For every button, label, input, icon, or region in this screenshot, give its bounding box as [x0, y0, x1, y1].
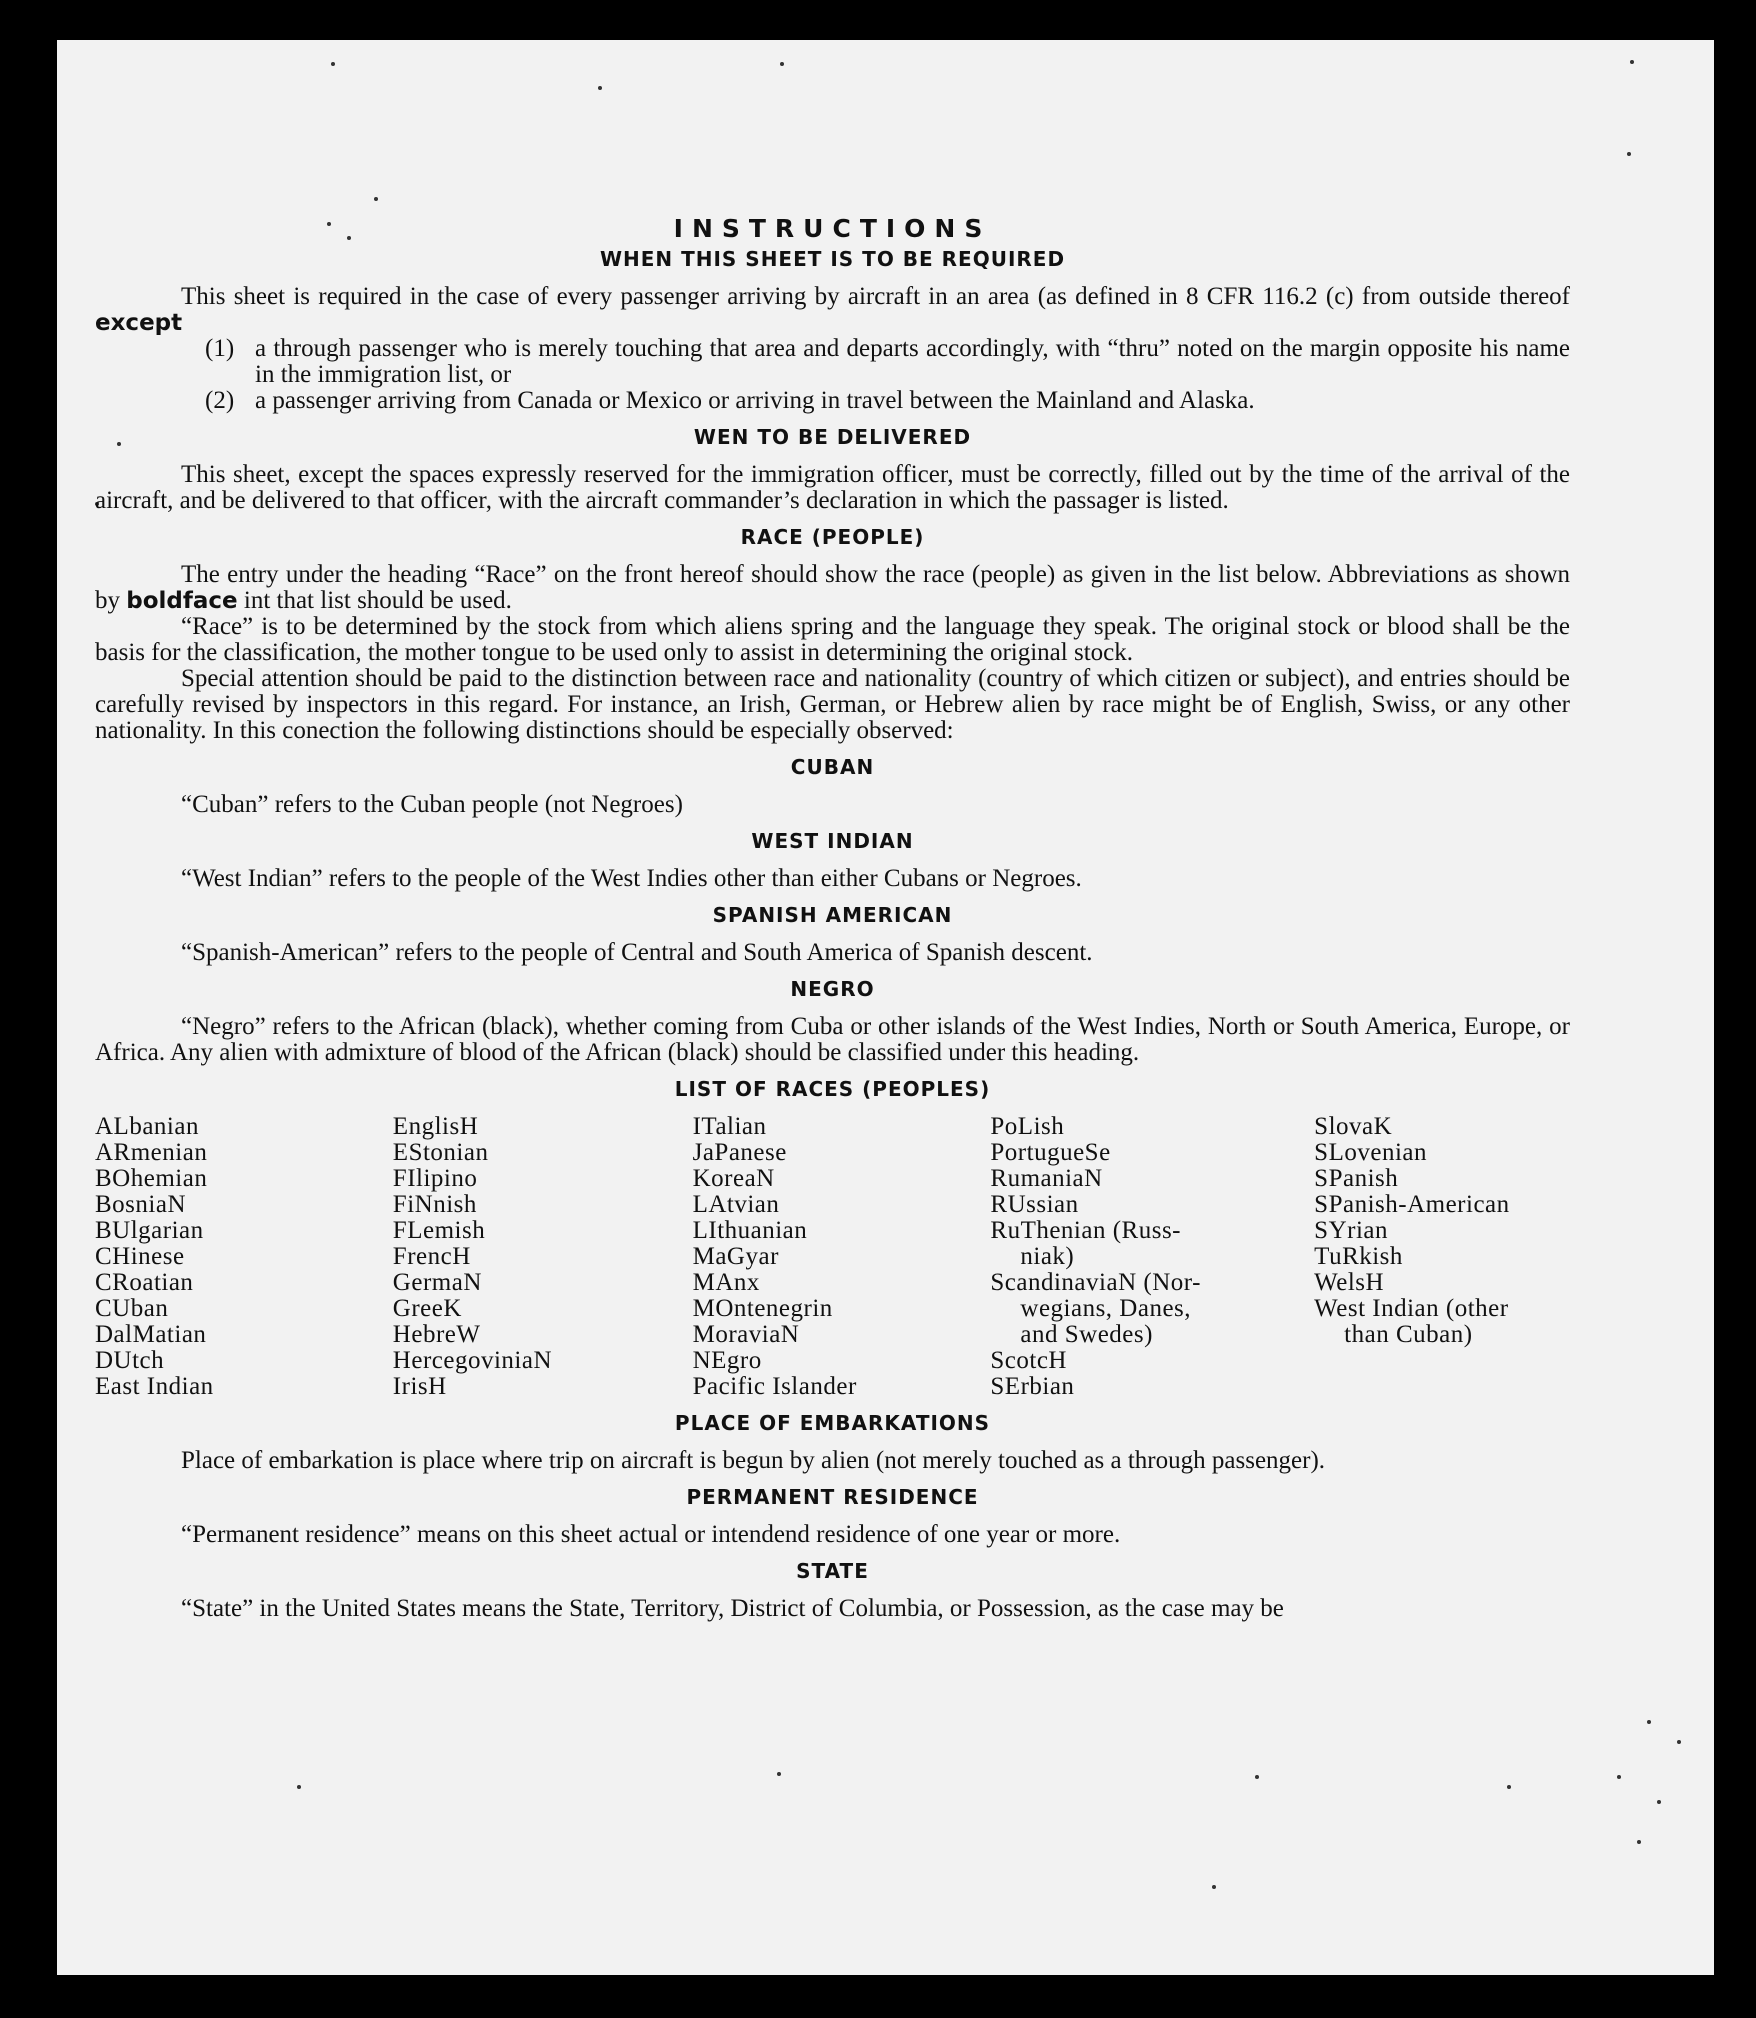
races-column-2	[393, 1114, 693, 1400]
race-entry: HebreW	[392, 1321, 481, 1348]
negro-text: “Negro” refers to the African (black), whether coming from Cuba or other islands of the West Indies, North or South America, Europe, or Africa. Any alien with admixture of blood of the African (black) should be classified under this heading.	[95, 1013, 1570, 1066]
race-entry: KoreaN	[692, 1165, 775, 1192]
heading-west-indian: WEST INDIAN	[751, 829, 914, 853]
heading-place-of-embarkation: PLACE OF EMBARKATIONS	[674, 1411, 991, 1435]
races-column-3	[693, 1114, 991, 1400]
race-paragraph-3: Special attention should be paid to the distinction between race and nationality (country of which citizen or subject), and entries should be carefully revised by inspectors in this regard. For instance, an Irish, German, or Hebrew alien by race might be of English, Swiss, or any other nationality. In this conection the following distinctions should be especially observed:	[95, 665, 1570, 744]
document-title: INSTRUCTIONS	[673, 214, 992, 243]
race-entry: DUtch	[95, 1347, 165, 1374]
item-text: a passenger arriving from Canada or Mexico or arriving in travel between the Mainland and Alaska.	[255, 387, 1255, 414]
race-entry: MAnx	[692, 1269, 760, 1296]
race-entry: TuRkish	[1314, 1243, 1403, 1270]
item-text: a through passenger who is merely touching that area and departs accordingly, with “thru” noted on the margin opposite his name in the immigration list, or	[255, 335, 1570, 388]
race-entry: CHinese	[95, 1243, 185, 1270]
race-entry: PoLish	[990, 1113, 1065, 1140]
heading-when-delivered: WEN TO BE DELIVERED	[693, 425, 972, 449]
race-entry: LIthuanian	[692, 1217, 808, 1244]
race-entry: ARmenian	[95, 1139, 208, 1166]
race-p1-before: The entry under the heading “Race” on the front hereof should show the race (people) as given in the list below. Abbreviations as shown by	[95, 561, 1570, 614]
item-number: (2)	[205, 387, 235, 414]
race-entry: EnglisH	[392, 1113, 479, 1140]
races-column-5	[1314, 1114, 1570, 1400]
race-entry: ScotcH	[990, 1347, 1067, 1374]
race-entry: than Cuban)	[1344, 1321, 1473, 1348]
when-required-except: except	[95, 310, 183, 336]
document-content	[95, 175, 1570, 1622]
race-entry: SPanish	[1314, 1165, 1399, 1192]
heading-list-of-races: LIST OF RACES (PEOPLES)	[674, 1077, 991, 1101]
heading-when-required: WHEN THIS SHEET IS TO BE REQUIRED	[599, 247, 1066, 271]
race-entry: NEgro	[692, 1347, 762, 1374]
race-entry: BOhemian	[95, 1165, 208, 1192]
document-page	[57, 40, 1714, 1975]
race-entry: MoraviaN	[692, 1321, 800, 1348]
permanent-residence-text: “Permanent residence” means on this sheet actual or intendend residence of one year or more.	[181, 1521, 1121, 1548]
race-entry: CUban	[95, 1295, 169, 1322]
when-required-item-1	[205, 336, 1570, 388]
race-entry: WelsH	[1314, 1269, 1385, 1296]
race-entry: Pacific Islander	[692, 1373, 857, 1400]
cuban-text: “Cuban” refers to the Cuban people (not Negroes)	[181, 791, 683, 818]
race-entry: DalMatian	[95, 1321, 207, 1348]
race-entry: ITalian	[692, 1113, 767, 1140]
race-entry: SErbian	[990, 1373, 1075, 1400]
race-entry: CRoatian	[95, 1269, 194, 1296]
race-entry: SPanish-American	[1314, 1191, 1510, 1218]
when-delivered-text: This sheet, except the spaces expressly reserved for the immigration officer, must be correctly, filled out by the time of the arrival of the aircraft, and be delivered to that officer, with the aircraft commander’s declaration in which the passager is listed.	[95, 461, 1570, 514]
race-entry: BUlgarian	[95, 1217, 204, 1244]
heading-state: STATE	[796, 1559, 869, 1583]
race-entry: GermaN	[392, 1269, 482, 1296]
when-required-item-2	[205, 388, 1570, 414]
races-column-4	[990, 1114, 1314, 1400]
heading-spanish-american: SPANISH AMERICAN	[712, 903, 953, 927]
race-entry: PortugueSe	[990, 1139, 1111, 1166]
race-p1-after: int that list should be used.	[243, 587, 512, 614]
heading-negro: NEGRO	[790, 977, 875, 1001]
heading-cuban: CUBAN	[790, 755, 875, 779]
race-entry: ScandinaviaN (Nor-	[990, 1269, 1201, 1296]
item-number: (1)	[205, 335, 235, 362]
heading-race: RACE (PEOPLE)	[740, 525, 925, 549]
race-paragraph-2: “Race” is to be determined by the stock from which aliens spring and the language they speak. The original stock or blood shall be the basis for the classification, the mother tongue to be used only to assist in determining the original stock.	[95, 613, 1570, 666]
race-entry: BosniaN	[95, 1191, 186, 1218]
race-paragraph-1	[95, 562, 1570, 614]
race-entry: RUssian	[990, 1191, 1079, 1218]
race-entry: East Indian	[95, 1373, 214, 1400]
race-entry: JaPanese	[692, 1139, 787, 1166]
race-entry: EStonian	[392, 1139, 489, 1166]
race-entry: wegians, Danes,	[1020, 1295, 1192, 1322]
race-entry: West Indian (other	[1314, 1295, 1509, 1322]
race-entry: ALbanian	[95, 1113, 199, 1140]
when-required-intro	[95, 284, 1570, 336]
race-entry: MaGyar	[692, 1243, 779, 1270]
race-entry: FrencH	[392, 1243, 471, 1270]
state-text: “State” in the United States means the State, Territory, District of Columbia, or Possession, as the case may be	[181, 1595, 1284, 1622]
race-entry: and Swedes)	[1020, 1321, 1153, 1348]
race-entry: SYrian	[1314, 1217, 1388, 1244]
races-list	[95, 1114, 1570, 1400]
race-entry: HercegoviniaN	[392, 1347, 553, 1374]
race-entry: SlovaK	[1314, 1113, 1393, 1140]
heading-permanent-residence: PERMANENT RESIDENCE	[686, 1485, 979, 1509]
race-entry: IrisH	[392, 1373, 447, 1400]
race-entry: FLemish	[392, 1217, 486, 1244]
race-entry: niak)	[1020, 1243, 1075, 1270]
races-column-1	[95, 1114, 393, 1400]
west-indian-text: “West Indian” refers to the people of the West Indies other than either Cubans or Negroes.	[181, 865, 1082, 892]
race-entry: FiNnish	[392, 1191, 477, 1218]
race-entry: SLovenian	[1314, 1139, 1427, 1166]
race-entry: RuThenian (Russ-	[990, 1217, 1182, 1244]
race-entry: MOntenegrin	[692, 1295, 833, 1322]
spanish-american-text: “Spanish-American” refers to the people of Central and South America of Spanish descent.	[181, 939, 1093, 966]
race-entry: LAtvian	[692, 1191, 780, 1218]
race-entry: FIlipino	[392, 1165, 478, 1192]
race-entry: RumaniaN	[990, 1165, 1103, 1192]
place-of-embarkation-text: Place of embarkation is place where trip on aircraft is begun by alien (not merely touched as a through passenger).	[181, 1447, 1326, 1474]
when-required-intro-text: This sheet is required in the case of every passenger arriving by aircraft in an area (as defined in 8 CFR 116.2 (c) from outside thereof	[181, 283, 1570, 310]
race-entry: GreeK	[392, 1295, 462, 1322]
race-p1-boldface: boldface	[126, 588, 238, 614]
